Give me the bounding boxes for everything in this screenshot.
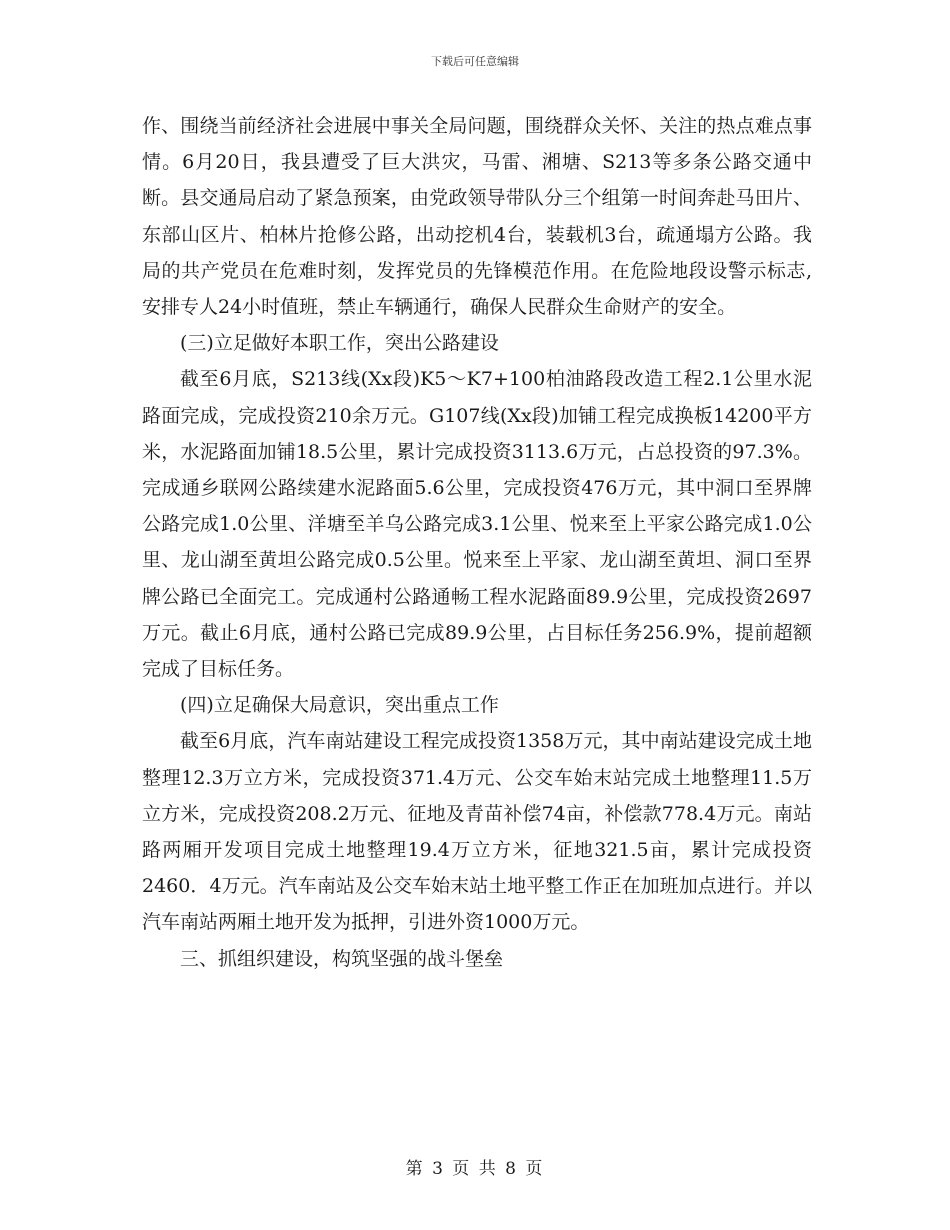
- section-heading-4: (四)立足确保大局意识，突出重点工作: [180, 694, 499, 717]
- paragraph-road-construction: 截至6月底，S213线(Xx段)K5～K7+100柏油路段改造工程2.1公里水泥路面完成，完成投资210余万元。G107线(Xx段)加铺工程完成换板14200平方米，水泥路面加铺18.5公里，累计完成投资3113.6万元，占总投资的97.3%。完成通乡联网公路续建水泥路面5.6公里，完成投资476万元，其中洞口至界牌公路完成1.0公里、洋塘至羊乌公路完成3.1公里、悦来至上平家公路完成1.0公里、龙山湖至黄坦公路完成0.5公里。悦来至上平家、龙山湖至黄坦、洞口至界牌公路已全面完工。完成通村公路通畅工程水泥路面89.9公里，完成投资2697万元。截止6月底，通村公路已完成89.9公里，占目标任务256.9%，提前超额完成了目标任务。: [142, 368, 812, 681]
- page-header-note: 下载后可任意编辑: [431, 55, 519, 68]
- section-heading-organization: 三、抓组织建设，构筑坚强的战斗堡垒: [180, 947, 504, 970]
- page-number-footer: 第 3 页 共 8 页: [405, 1159, 545, 1179]
- paragraph-south-station: 截至6月底，汽车南站建设工程完成投资1358万元，其中南站建设完成土地整理12.3万立方米，完成投资371.4万元、公交车始末站完成土地整理11.5万立方米，完成投资208.2万元、征地及青苗补偿74亩，补偿款778.4万元。南站路两厢开发项目完成土地整理19.4万立方米，征地321.5亩，累计完成投资2460．4万元。汽车南站及公交车始末站土地平整工作正在加班加点进行。并以汽车南站两厢土地开发为抵押，引进外资1000万元。: [142, 730, 812, 934]
- document-body: [142, 108, 812, 977]
- section-heading-3: (三)立足做好本职工作，突出公路建设: [180, 332, 499, 355]
- paragraph-continuation: 作、围绕当前经济社会进展中事关全局问题，围绕群众关怀、关注的热点难点事情。6月20日，我县遭受了巨大洪灾，马雷、湘塘、S213等多条公路交通中断。县交通局启动了紧急预案，由党政领导带队分三个组第一时间奔赴马田片、东部山区片、柏林片抢修公路，出动挖机4台，装载机3台，疏通塌方公路。我局的共产党员在危难时刻，发挥党员的先锋模范作用。在危险地段设警示标志,安排专人24小时值班，禁止车辆通行，确保人民群众生命财产的安全。: [142, 115, 812, 319]
